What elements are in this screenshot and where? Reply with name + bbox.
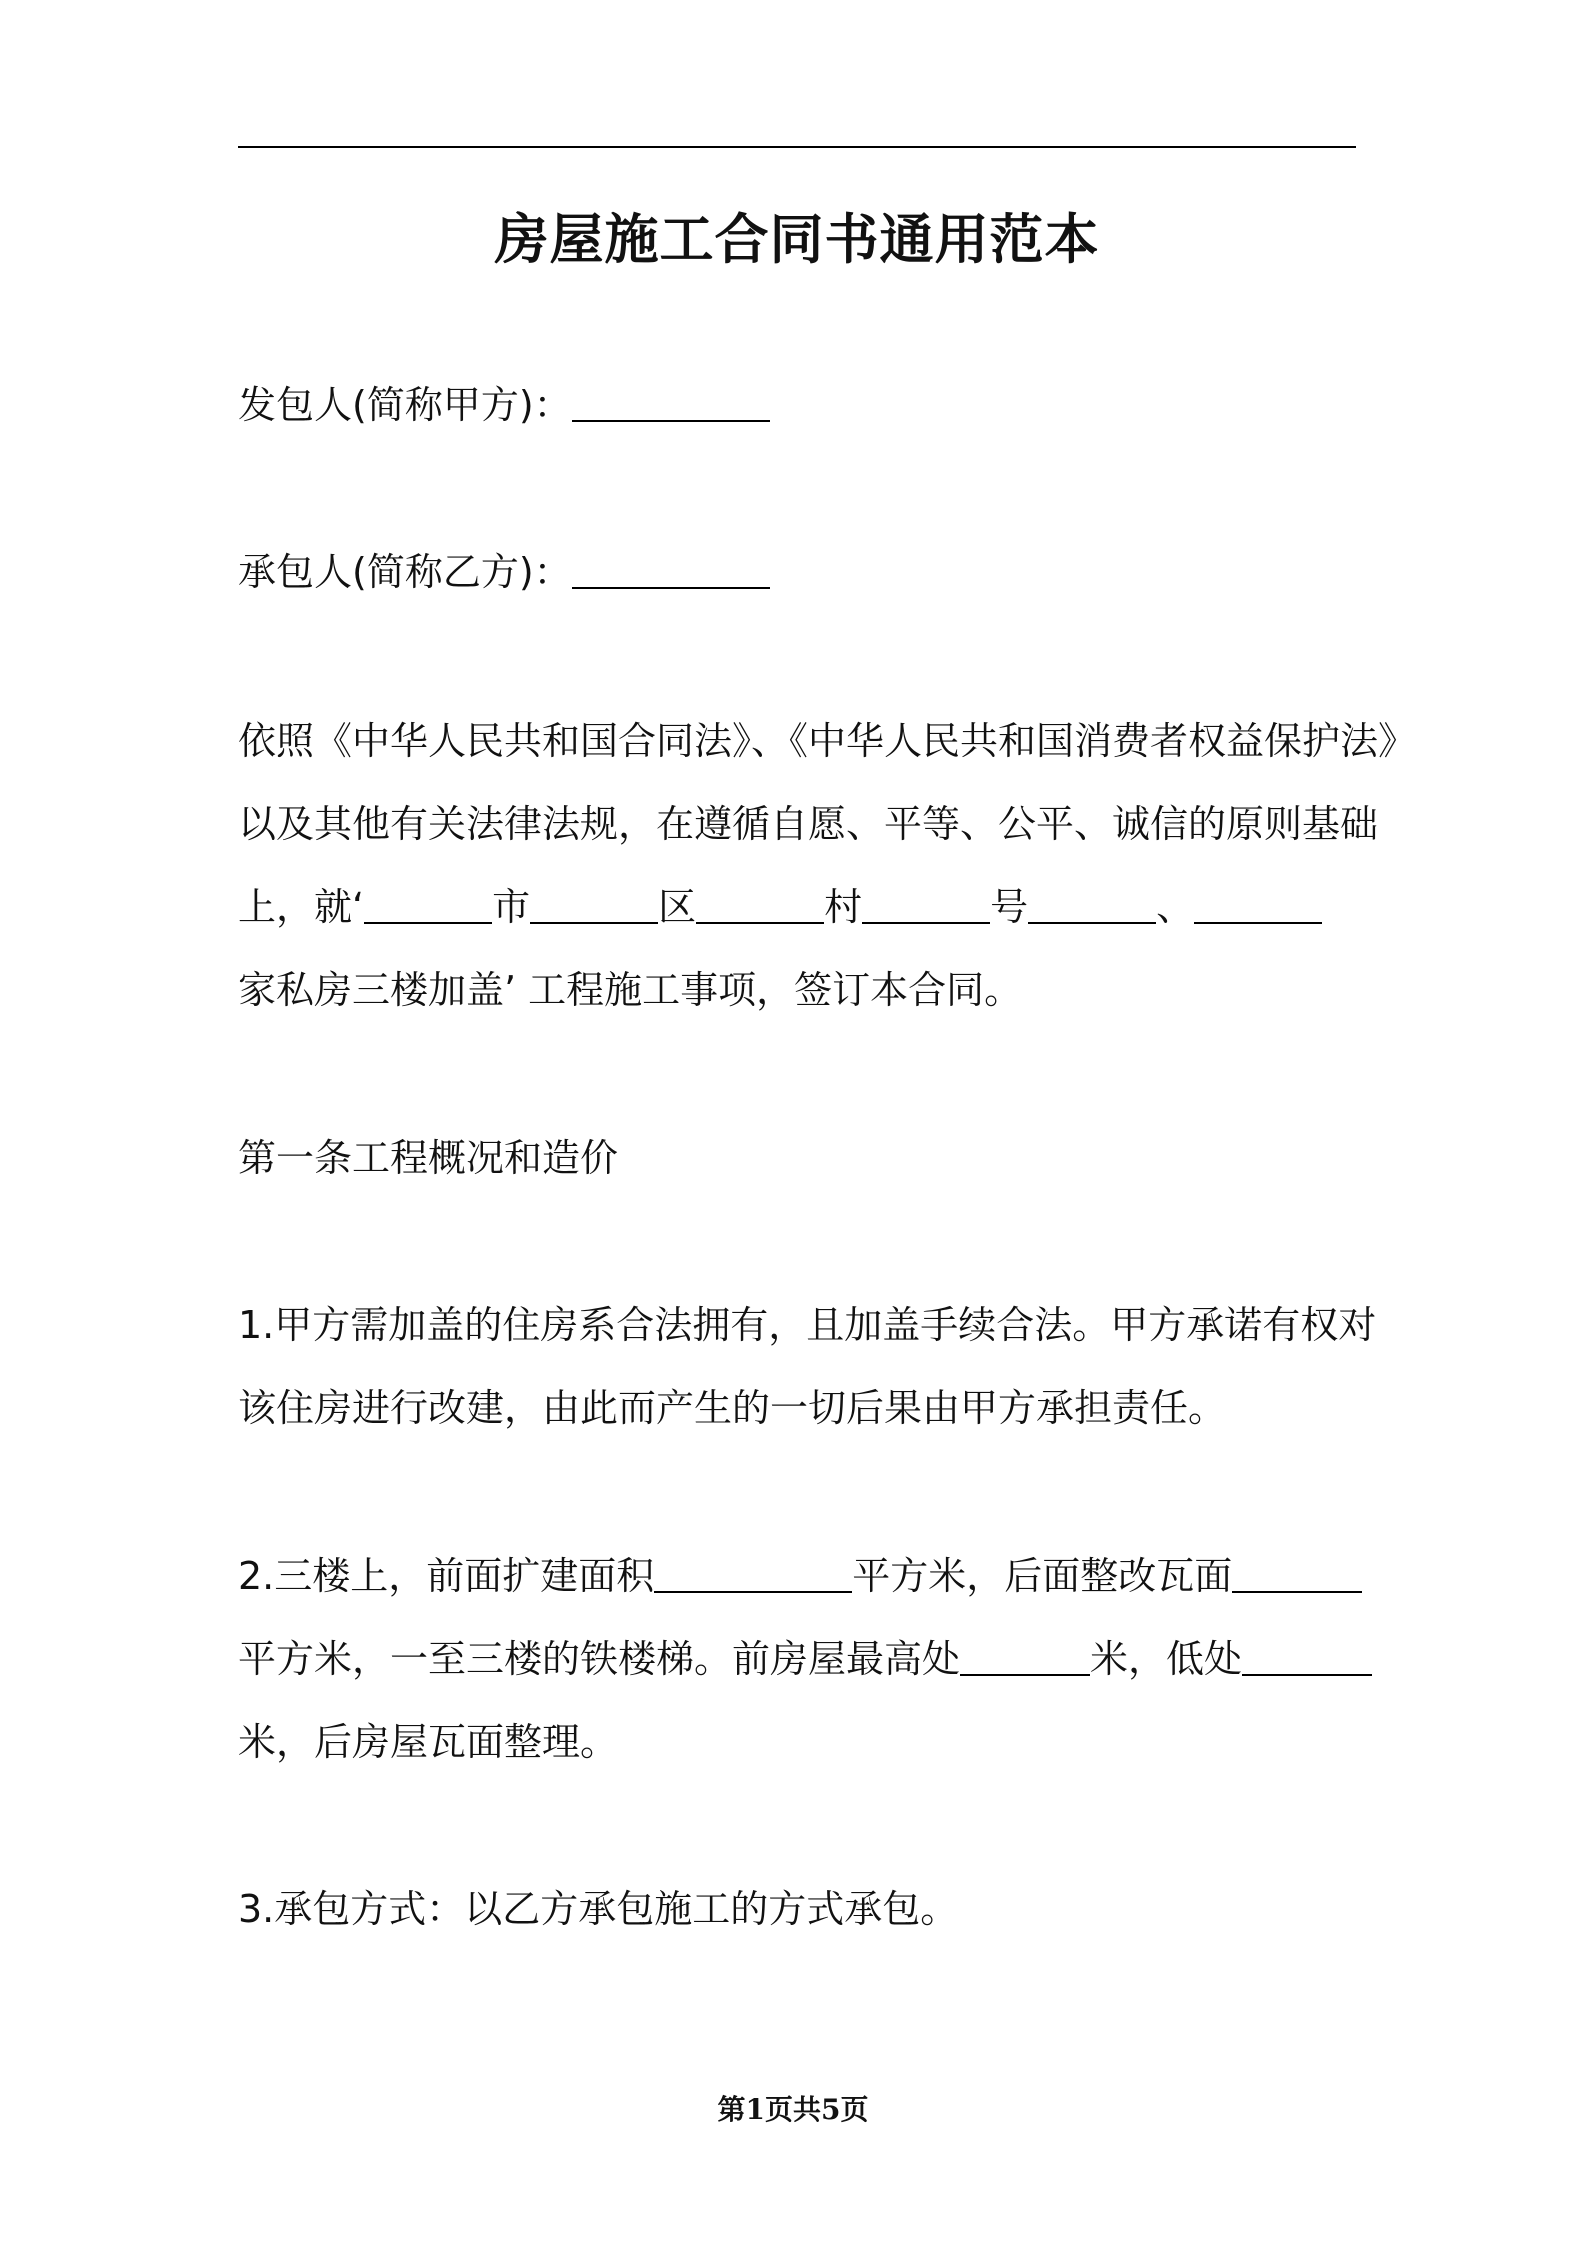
item-3-paragraph: 3.承包方式：以乙方承包施工的方式承包。 [238, 1887, 959, 1931]
intro-line-3-a: 上，就‘ [238, 885, 365, 929]
intro-line-2: 以及其他有关法律法规，在遵循自愿、平等、公平、诚信的原则基础 [238, 802, 1379, 846]
item-2-line-3: 米，后房屋瓦面整理。 [238, 1720, 619, 1764]
intro-line-3-c: 区 [658, 885, 697, 929]
page-number: 第1页共5页 [717, 2093, 869, 2126]
party-a-blank [572, 390, 770, 422]
intro-line-3-d: 村 [824, 885, 863, 929]
city-blank [364, 892, 492, 924]
document-title: 房屋施工合同书通用范本 [494, 208, 1100, 271]
item-2-line-2-a: 平方米，一至三楼的铁楼梯。前房屋最高处 [238, 1637, 961, 1681]
min-height-blank [1242, 1644, 1372, 1676]
rear-roof-blank [1232, 1561, 1362, 1593]
party-b-blank [572, 557, 770, 589]
item-1-line-2: 该住房进行改建，由此而产生的一切后果由甲方承担责任。 [238, 1386, 1227, 1430]
party-b-line [238, 531, 1368, 614]
item-2-line-2-b: 米，低处 [1090, 1637, 1243, 1681]
intro-line-3-b: 市 [492, 885, 531, 929]
article-1-heading: 第一条工程概况和造价 [238, 1136, 619, 1180]
item-2-line-1-b: 平方米，后面整改瓦面 [852, 1554, 1233, 1598]
extra-blank-1 [1028, 892, 1156, 924]
intro-line-3-f: 、 [1156, 885, 1195, 929]
intro-line-3-e: 号 [990, 885, 1029, 929]
item-2-paragraph [238, 1535, 1368, 1784]
number-blank [862, 892, 990, 924]
header-rule [238, 146, 1356, 148]
party-b-label: 承包人(简称乙方)： [238, 550, 572, 594]
village-blank [696, 892, 824, 924]
front-area-blank [654, 1561, 852, 1593]
extra-blank-2 [1194, 892, 1322, 924]
item-1-paragraph [238, 1284, 1377, 1450]
party-a-label: 发包人(简称甲方)： [238, 383, 572, 427]
party-a-line [238, 364, 1368, 447]
intro-paragraph [238, 700, 1417, 1032]
intro-line-4: 家私房三楼加盖’ 工程施工事项，签订本合同。 [238, 968, 1023, 1012]
item-2-line-1 [238, 1535, 1368, 1618]
intro-line-1: 依照《中华人民共和国合同法》、《中华人民共和国消费者权益保护法》 [238, 719, 1417, 763]
item-2-line-1-a: 2.三楼上，前面扩建面积 [238, 1554, 655, 1598]
intro-line-3 [238, 866, 1368, 949]
item-2-line-2 [238, 1618, 1368, 1701]
max-height-blank [960, 1644, 1090, 1676]
item-1-line-1: 1.甲方需加盖的住房系合法拥有，且加盖手续合法。甲方承诺有权对 [238, 1303, 1377, 1347]
district-blank [530, 892, 658, 924]
